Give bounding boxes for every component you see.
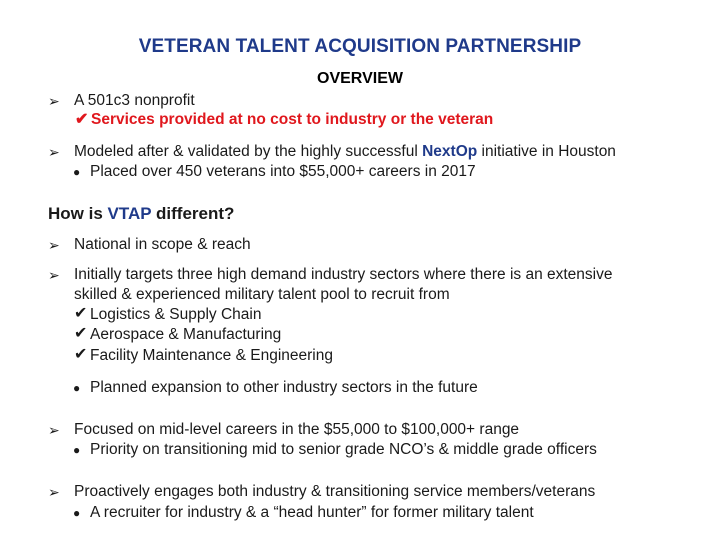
check-bullet-icon: ✔: [74, 305, 88, 322]
section-heading: [48, 205, 234, 223]
item-priority: Priority on transitioning mid to senior grade NCO’s & middle grade officers: [90, 441, 597, 458]
arrow-bullet-icon: ➢: [48, 484, 60, 500]
arrow-bullet-icon: ➢: [48, 267, 60, 283]
modeled-text-post: initiative in Houston: [477, 143, 616, 160]
item-national: National in scope & reach: [74, 236, 251, 253]
check-bullet-icon: ✔: [75, 111, 89, 128]
check-bullet-icon: ✔: [74, 325, 88, 342]
item-expansion: Planned expansion to other industry sectors in the future: [90, 379, 478, 396]
item-nonprofit: A 501c3 nonprofit: [74, 92, 195, 109]
item-proactive: Proactively engages both industry & transitioning service members/veterans: [74, 483, 596, 500]
arrow-bullet-icon: ➢: [48, 93, 60, 109]
nextop-brand: NextOp: [422, 143, 478, 160]
arrow-bullet-icon: ➢: [48, 422, 60, 438]
check-bullet-icon: ✔: [74, 346, 88, 363]
sector-aerospace: Aerospace & Manufacturing: [90, 326, 282, 343]
dot-bullet-icon: ●: [73, 381, 81, 395]
slide-title: VETERAN TALENT ACQUISITION PARTNERSHIP: [138, 36, 582, 57]
vtap-brand: VTAP: [107, 204, 152, 223]
dot-bullet-icon: ●: [73, 165, 81, 179]
modeled-text-pre: Modeled after & validated by the highly successful: [74, 143, 423, 160]
arrow-bullet-icon: ➢: [48, 144, 60, 160]
heading-pre: How is: [48, 204, 108, 223]
item-modeled: [74, 143, 616, 161]
arrow-bullet-icon: ➢: [48, 237, 60, 253]
item-targets-line2: skilled & experienced military talent pool to recruit from: [74, 286, 450, 303]
item-no-cost: Services provided at no cost to industry or the veteran: [91, 111, 494, 128]
item-focused: Focused on mid-level careers in the $55,000 to $100,000+ range: [74, 421, 520, 438]
dot-bullet-icon: ●: [73, 506, 81, 520]
sector-logistics: Logistics & Supply Chain: [90, 306, 262, 323]
slide-subtitle: OVERVIEW: [317, 70, 403, 87]
dot-bullet-icon: ●: [73, 443, 81, 457]
sector-facility: Facility Maintenance & Engineering: [90, 347, 333, 364]
heading-post: different?: [151, 204, 235, 223]
item-placed: Placed over 450 veterans into $55,000+ careers in 2017: [90, 163, 476, 180]
item-recruiter: A recruiter for industry & a “head hunter” for former military talent: [90, 504, 534, 521]
item-targets-line1: Initially targets three high demand industry sectors where there is an extensive: [74, 266, 613, 283]
